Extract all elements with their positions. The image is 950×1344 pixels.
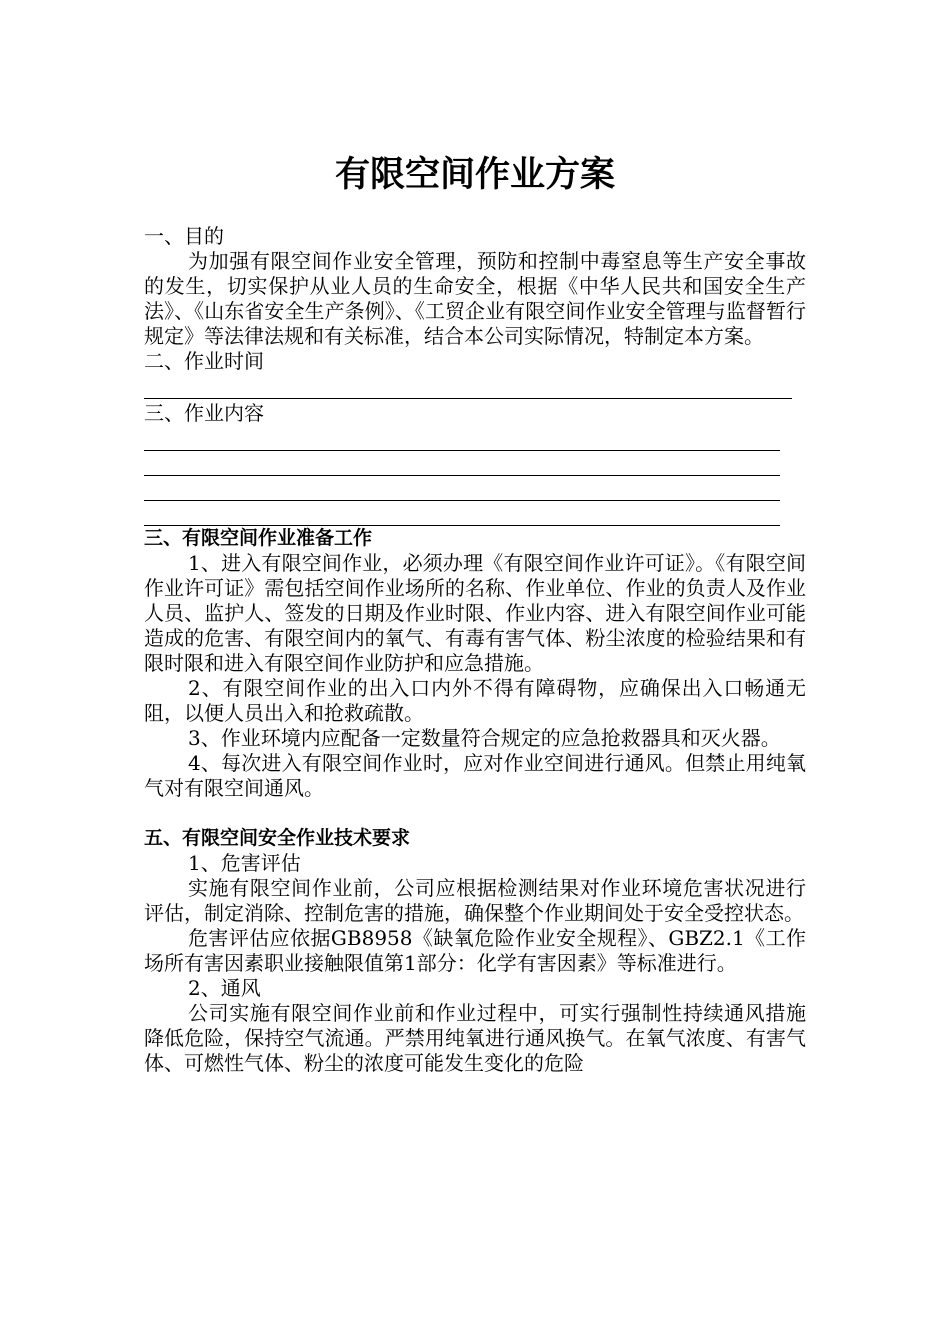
ventilation-subheading: 2、通风	[188, 976, 261, 1000]
section-spacer	[144, 801, 806, 826]
time-fill-line	[144, 374, 792, 399]
section-content-heading: 三、作业内容	[144, 401, 264, 425]
ventilation-paragraph: 公司实施有限空间作业前和作业过程中，可实行强制性持续通风措施降低危险，保持空气流通。严禁用纯氧进行通风换气。在氧气浓度、有害气体、可燃性气体、粉尘的浓度可能发生变化的危险	[144, 1001, 806, 1075]
content-fill-line	[144, 501, 780, 526]
document-body	[144, 150, 806, 1076]
section-purpose-heading: 一、目的	[144, 224, 224, 248]
preparation-item-3: 3、作业环境内应配备一定数量符合规定的应急抢救器具和灭火器。	[188, 726, 781, 750]
preparation-item-4: 4、每次进入有限空间作业时，应对作业空间进行通风。但禁止用纯氧气对有限空间通风。	[144, 751, 806, 800]
preparation-item-1: 1、进入有限空间作业，必须办理《有限空间作业许可证》。《有限空间作业许可证》需包括空间作业场所的名称、作业单位、作业的负责人及作业人员、监护人、签发的日期及作业时限、作业内容、进入有限空间作业可能造成的危害、有限空间内的氧气、有毒有害气体、粉尘浓度的检验结果和有限时限和进入有限空间作业防护和应急措施。	[144, 551, 806, 675]
document-title: 有限空间作业方案	[334, 155, 615, 195]
content-fill-line	[144, 451, 780, 476]
content-fill-line	[144, 426, 780, 451]
purpose-paragraph: 为加强有限空间作业安全管理，预防和控制中毒窒息等生产安全事故的发生，切实保护从业人员的生命安全，根据《中华人民共和国安全生产法》、《山东省安全生产条例》、《工贸企业有限空间作业安全管理与监督暂行规定》等法律法规和有关标准，结合本公司实际情况，特制定本方案。	[144, 249, 806, 348]
content-fill-line	[144, 476, 780, 501]
section-technical-heading: 五、有限空间安全作业技术要求	[144, 827, 411, 849]
preparation-item-2: 2、有限空间作业的出入口内外不得有障碍物，应确保出入口畅通无阻，以便人员出入和抢救疏散。	[144, 676, 806, 725]
hazard-assessment-paragraph-2: 危害评估应依据GB8958《缺氧危险作业安全规程》、GBZ2.1《工作场所有害因素职业接触限值第1部分：化学有害因素》等标准进行。	[144, 926, 806, 975]
hazard-assessment-subheading: 1、危害评估	[188, 851, 301, 875]
section-time-heading: 二、作业时间	[144, 349, 264, 373]
hazard-assessment-paragraph-1: 实施有限空间作业前，公司应根据检测结果对作业环境危害状况进行评估，制定消除、控制危害的措施，确保整个作业期间处于安全受控状态。	[144, 876, 806, 925]
section-preparation-heading: 三、有限空间作业准备工作	[144, 527, 373, 549]
